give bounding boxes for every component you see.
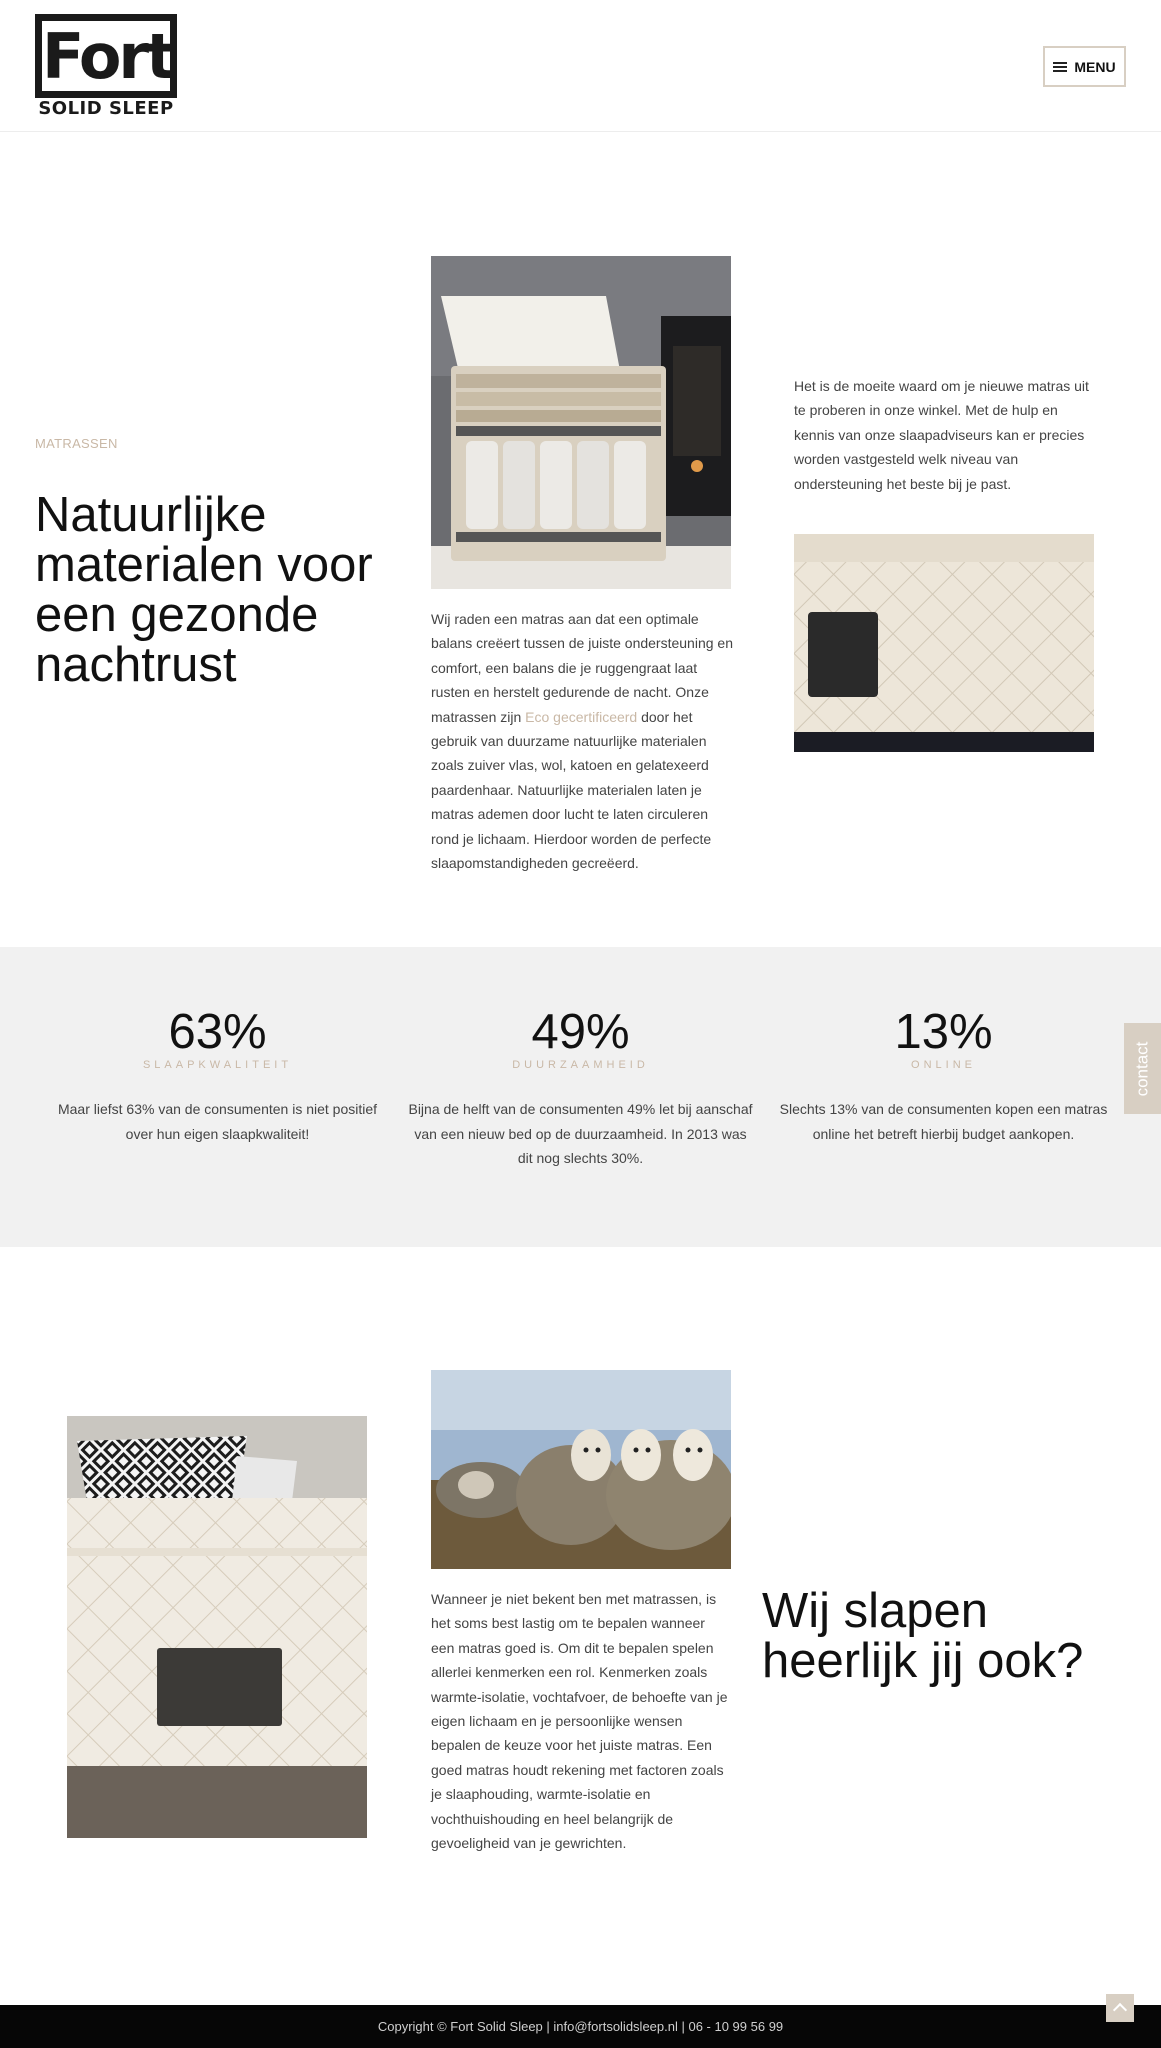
section-heading-secondary: Wij slapen heerlijk jij ook? bbox=[762, 1584, 1084, 1688]
stat-value: 13% bbox=[894, 1005, 993, 1059]
stat-label: DUURZAAMHEID bbox=[512, 1059, 649, 1071]
mattress-corner-photo bbox=[794, 534, 1094, 752]
menu-button[interactable] bbox=[1043, 46, 1126, 87]
section-heading: Natuurlijke materialen voor een gezonde nachtrust bbox=[35, 488, 373, 692]
intro-paragraph bbox=[431, 607, 737, 875]
contact-tab-label: contact bbox=[1132, 1041, 1152, 1096]
section-eyebrow: MATRASSEN bbox=[35, 436, 118, 451]
sheep-photo bbox=[431, 1370, 731, 1569]
stat-label: ONLINE bbox=[911, 1059, 976, 1071]
mattress-advice-paragraph: Wanneer je niet bekent ben met matrassen, is het soms best lastig om te bepalen wanneer een matras goed is. Om dit te bepalen spelen allerlei kenmerken een rol. Kenmerken zoals warmte-isolatie, vochtafvoer, de behoefte van je eigen lichaam en je persoonlijke wensen bepalen de keuze voor het juiste matras. Een goed matras houdt rekening met factoren zoals je slaaphouding, warmte-isolatie en vochthuishouding en heel belangrijk de gevoeligheid van je gewrichten. bbox=[431, 1591, 728, 1852]
stat-value: 49% bbox=[531, 1005, 630, 1059]
back-to-top-button[interactable] bbox=[1106, 1994, 1134, 2022]
stat-description: Maar liefst 63% van de consumenten is niet positief over hun eigen slaapkwaliteit! bbox=[57, 1101, 378, 1142]
contact-tab[interactable] bbox=[1124, 1023, 1161, 1114]
site-footer bbox=[0, 2005, 1161, 2048]
footer-copyright: Copyright © Fort Solid Sleep | info@fortsolidsleep.nl | 06 - 10 99 56 99 bbox=[377, 2019, 784, 2034]
logo-subtitle: SOLID SLEEP bbox=[38, 98, 174, 119]
logo-frame bbox=[35, 14, 177, 98]
site-header bbox=[0, 0, 1161, 132]
intro-text-start: Wij raden een matras aan dat een optimale balans creëert tussen de juiste ondersteuning en comfort, een balans die je ruggengraat laat rusten en herstelt gedurende de nacht. Onze matrassen zijn bbox=[431, 611, 733, 725]
logo-word: Fort bbox=[42, 20, 173, 93]
intro-text-end: door het gebruik van duurzame natuurlijke materialen zoals zuiver vlas, wol, katoen en gelatexeerd paardenhaar. Natuurlijke materialen laten je matras ademen door lucht te laten circuleren rond je lichaam. Hierdoor worden de perfecte slaapomstandigheden gecreëerd. bbox=[431, 708, 712, 872]
bed-mattress-photo bbox=[67, 1416, 367, 1838]
stat-description: Slechts 13% van de consumenten kopen een matras online het betreft hierbij budget aankopen. bbox=[779, 1101, 1108, 1142]
mattress-cross-section-photo bbox=[431, 256, 731, 589]
stat-description: Bijna de helft van de consumenten 49% let bij aanschaf van een nieuw bed op de duurzaamheid. In 2013 was dit nog slechts 30%. bbox=[408, 1101, 753, 1167]
stats-band bbox=[0, 947, 1161, 1247]
menu-label: MENU bbox=[1074, 58, 1116, 75]
stat-label: SLAAPKWALITEIT bbox=[142, 1059, 293, 1071]
store-paragraph: Het is de moeite waard om je nieuwe matras uit te proberen in onze winkel. Met de hulp en kennis van onze slaapadviseurs kan er precies worden vastgesteld welk niveau van ondersteuning het beste bij je past. bbox=[794, 378, 1089, 492]
stat-value: 63% bbox=[168, 1005, 267, 1059]
eco-certified-link[interactable]: Eco gecertificeerd bbox=[525, 708, 638, 725]
logo[interactable] bbox=[35, 14, 177, 120]
hamburger-icon bbox=[1053, 62, 1067, 72]
